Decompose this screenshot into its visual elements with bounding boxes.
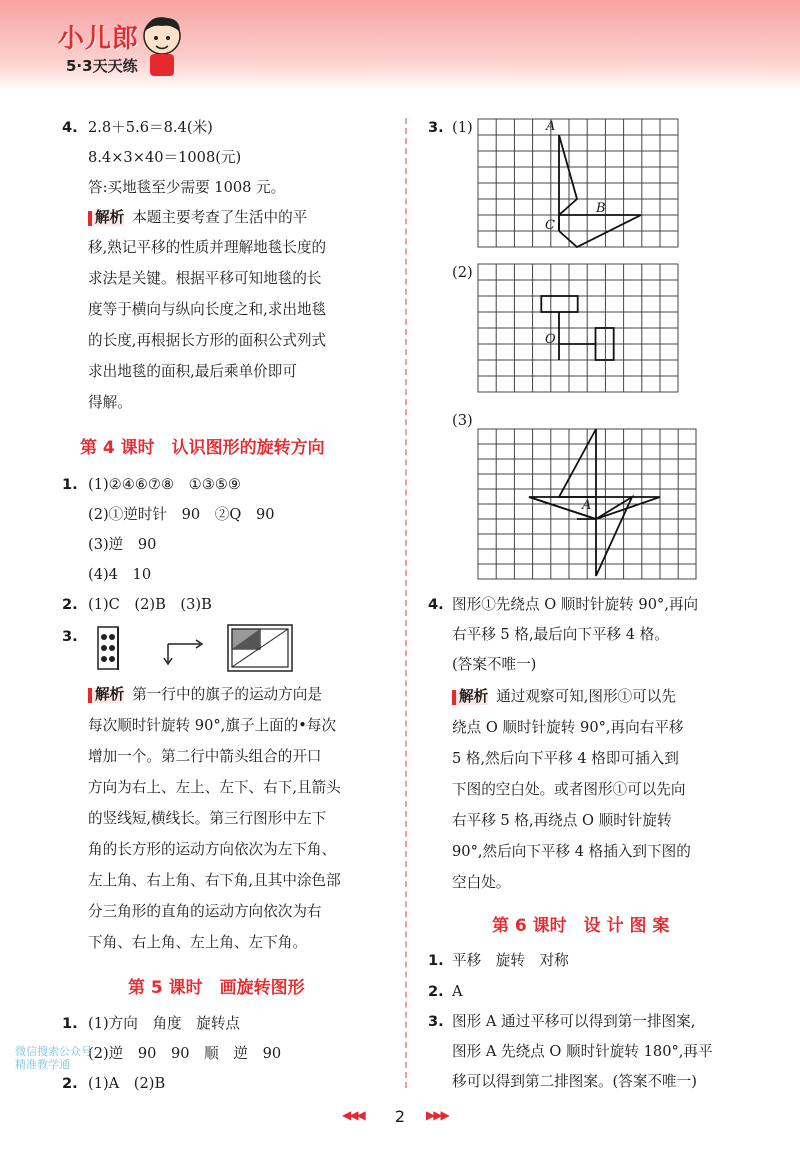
grid3-point-a: A [582, 498, 592, 513]
s6-q3-number: 3. [428, 1013, 444, 1030]
r-q4-number: 4. [428, 596, 444, 613]
page-number: 2 [394, 1107, 406, 1126]
s4-q2-answer: (1)C (2)B (3)B [88, 596, 212, 613]
analysis-tag: 解析 [88, 688, 124, 703]
mascot-icon [136, 10, 188, 80]
r-q4-analysis-line6: 90°,然后向下平移 4 格插入到下图的 [452, 843, 691, 860]
s4-q3-analysis-line1: 解析 第一行中的旗子的运动方向是 [88, 688, 322, 703]
q4-number: 4. [62, 119, 78, 136]
q4-analysis-line4: 度等于横向与纵向长度之和,求出地毯 [88, 301, 327, 318]
grid2-label: (2) [452, 264, 473, 281]
q4-analysis-line5: 的长度,再根据长方形的面积公式列式 [88, 332, 327, 349]
r-q4-analysis-line3: 5 格,然后向下平移 4 格即可插入到 [452, 750, 679, 767]
s6-q3-line1: 图形 A 通过平移可以得到第一排图案, [452, 1013, 696, 1030]
s4-q3-analysis-line2: 每次顺时针旋转 90°,旗子上面的•每次 [88, 717, 337, 734]
r-q4-line1: 图形①先绕点 O 顺时针旋转 90°,再向 [452, 596, 699, 613]
s4-q3-analysis-line7: 左上角、右上角、右下角,且其中涂色部 [88, 872, 341, 889]
analysis-tag: 解析 [452, 690, 488, 705]
s5-q1-line1: (1)方向 角度 旋转点 [88, 1015, 241, 1032]
grid1-point-b: B [596, 201, 606, 216]
s5-q2-number: 2. [62, 1075, 78, 1092]
page-arrows-right-icon: ▶▶▶ [426, 1108, 448, 1122]
q4-analysis-line6: 求出地毯的面积,最后乘单价即可 [88, 363, 297, 380]
s5-q1-number: 1. [62, 1015, 78, 1032]
analysis-tag: 解析 [88, 211, 124, 226]
s4-q3-analysis-line8: 分三角形的直角的运动方向依次为右 [88, 903, 322, 920]
s4-q3-analysis-line5: 的竖线短,横线长。第三行图形中左下 [88, 810, 327, 827]
q4-line2: 8.4×3×40＝1008(元) [88, 149, 242, 166]
r-q4-line2: 右平移 5 格,最后向下平移 4 格。 [452, 626, 669, 643]
q4-line1: 2.8＋5.6＝8.4(米) [88, 119, 213, 136]
s6-q2-number: 2. [428, 983, 444, 1000]
q4-analysis-line3: 求法是关键。根据平移可知地毯的长 [88, 270, 322, 287]
s4-q3-analysis-line4: 方向为右上、左上、左下、右下,且箭头 [88, 779, 341, 796]
s6-q1-number: 1. [428, 952, 444, 969]
page-arrows-left-icon: ◀◀◀ [342, 1108, 364, 1122]
grid-figure-2 [477, 263, 679, 395]
s5-q2-answer: (1)A (2)B [88, 1075, 166, 1092]
s4-q3-analysis-line6: 角的长方形的运动方向依次为左下角、 [88, 841, 337, 858]
q4-analysis-line2: 移,熟记平移的性质并理解地毯长度的 [88, 239, 327, 256]
s4-q3-analysis-line3: 增加一个。第二行中箭头组合的开口 [88, 748, 322, 765]
q4-analysis-line1: 解析 本题主要考查了生活中的平 [88, 211, 307, 226]
section-title-lesson5: 第 5 课时 画旋转图形 [128, 978, 305, 998]
r-q4-analysis-line5: 右平移 5 格,再绕点 O 顺时针旋转 [452, 812, 672, 829]
s6-q1-answer: 平移 旋转 对称 [452, 952, 569, 969]
s4-q1-line1: (1)②④⑥⑦⑧ ①③⑤⑨ [88, 476, 242, 493]
r-q4-analysis-line1: 解析 通过观察可知,图形①可以先 [452, 690, 676, 705]
shaded-rect-figure [227, 624, 293, 672]
grid1-point-a: A [546, 119, 556, 134]
r-q3-number: 3. [428, 119, 444, 136]
grid-figure-1 [477, 118, 679, 250]
section-title-lesson4: 第 4 课时 认识图形的旋转方向 [80, 438, 325, 458]
s6-q2-answer: A [452, 983, 463, 1000]
grid1-label: (1) [452, 119, 473, 136]
s4-q1-line4: (4)4 10 [88, 566, 152, 583]
s4-q3-analysis-line9: 下角、右上角、左上角、左下角。 [88, 934, 307, 951]
grid3-label: (3) [452, 412, 473, 429]
r-q4-line3: (答案不唯一) [452, 656, 537, 673]
s4-q1-line2: (2)①逆时针 90 ②Q 90 [88, 506, 275, 523]
s6-q3-line2: 图形 A 先绕点 O 顺时针旋转 180°,再平 [452, 1043, 713, 1060]
s5-q1-line2: (2)逆 90 90 顺 逆 90 [88, 1045, 282, 1062]
r-q4-analysis-line7: 空白处。 [452, 874, 511, 891]
brand-logo: 小儿郎 [58, 24, 140, 54]
brand-subtitle: 5·3天天练 [66, 57, 138, 75]
s4-q1-number: 1. [62, 476, 78, 493]
q4-answer: 答:买地毯至少需要 1008 元。 [88, 179, 286, 196]
section-title-lesson6: 第 6 课时 设 计 图 案 [492, 916, 670, 936]
arrow-figure [160, 636, 206, 666]
watermark: 微信搜索公众号 精准教学通 [15, 1045, 92, 1071]
q4-analysis-line7: 得解。 [88, 394, 132, 411]
r-q4-analysis-line4: 下图的空白处。或者图形①可以先向 [452, 781, 686, 798]
dot-flag-figure [97, 626, 127, 672]
s4-q3-number: 3. [62, 628, 78, 645]
s4-q1-line3: (3)逆 90 [88, 536, 157, 553]
grid1-point-c: C [545, 218, 555, 233]
s6-q3-line3: 移可以得到第二排图案。(答案不唯一) [452, 1073, 697, 1090]
column-divider [405, 118, 407, 1088]
r-q4-analysis-line2: 绕点 O 顺时针旋转 90°,再向右平移 [452, 719, 684, 736]
grid2-point-o: O [545, 332, 556, 347]
s4-q2-number: 2. [62, 596, 78, 613]
